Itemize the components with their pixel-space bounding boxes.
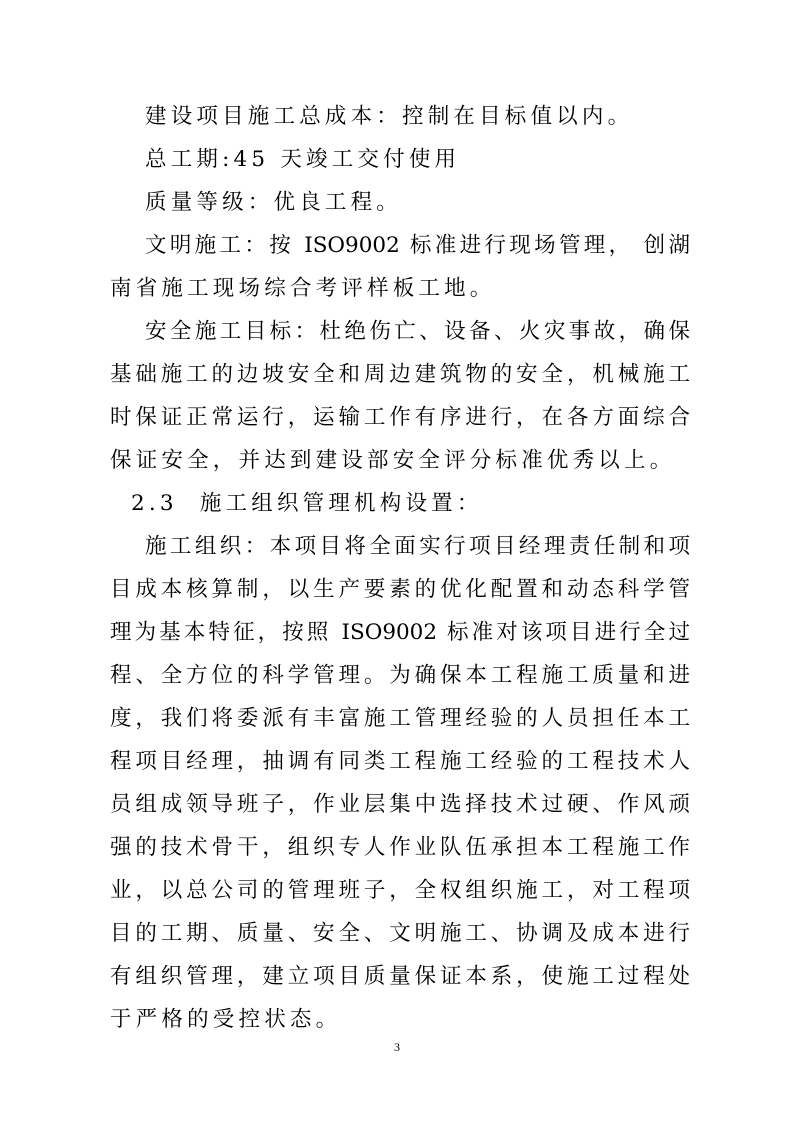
paragraph-line: 总工期:45 天竣工交付使用: [145, 147, 461, 172]
paragraph-line: 保证安全，并达到建设部安全评分标准优秀以上。: [110, 448, 676, 473]
paragraph-line: 质量等级：优良工程。: [145, 190, 403, 215]
paragraph-line: 文明施工：按 ISO9002 标准进行现场管理， 创湖: [145, 233, 690, 258]
paragraph-line: 有组织管理，建立项目质量保证本系，使施工过程处: [110, 964, 690, 989]
paragraph-line: 时保证正常运行，运输工作有序进行，在各方面综合: [110, 405, 690, 430]
section-heading: 2.3 施工组织管理机构设置：: [131, 491, 483, 516]
paragraph-line: 员组成领导班子，作业层集中选择技术过硬、作风顽: [110, 792, 690, 817]
paragraph-line: 南省施工现场综合考评样板工地。: [110, 276, 496, 301]
paragraph-line: 目成本核算制，以生产要素的优化配置和动态科学管: [110, 577, 690, 602]
paragraph-line: 施工组织：本项目将全面实行项目经理责任制和项: [145, 534, 690, 559]
paragraph-line: 基础施工的边坡安全和周边建筑物的安全，机械施工: [110, 362, 690, 387]
paragraph-line: 度，我们将委派有丰富施工管理经验的人员担任本工: [110, 706, 690, 731]
paragraph-line: 程项目经理，抽调有同类工程施工经验的工程技术人: [110, 749, 690, 774]
paragraph-line: 强的技术骨干，组织专人作业队伍承担本工程施工作: [110, 835, 690, 860]
paragraph-line: 安全施工目标：杜绝伤亡、设备、火灾事故，确保: [145, 319, 690, 344]
paragraph-line: 建设项目施工总成本：控制在目标值以内。: [145, 104, 634, 129]
paragraph-line: 程、全方位的科学管理。为确保本工程施工质量和进: [110, 663, 690, 688]
paragraph-line: 业，以总公司的管理班子，全权组织施工，对工程项: [110, 878, 690, 903]
paragraph-line: 目的工期、质量、安全、文明施工、协调及成本进行: [110, 921, 690, 946]
paragraph-line: 于严格的受控状态。: [110, 1007, 342, 1032]
page-number: 3: [394, 1040, 400, 1054]
paragraph-line: 理为基本特征，按照 ISO9002 标准对该项目进行全过: [110, 620, 690, 645]
